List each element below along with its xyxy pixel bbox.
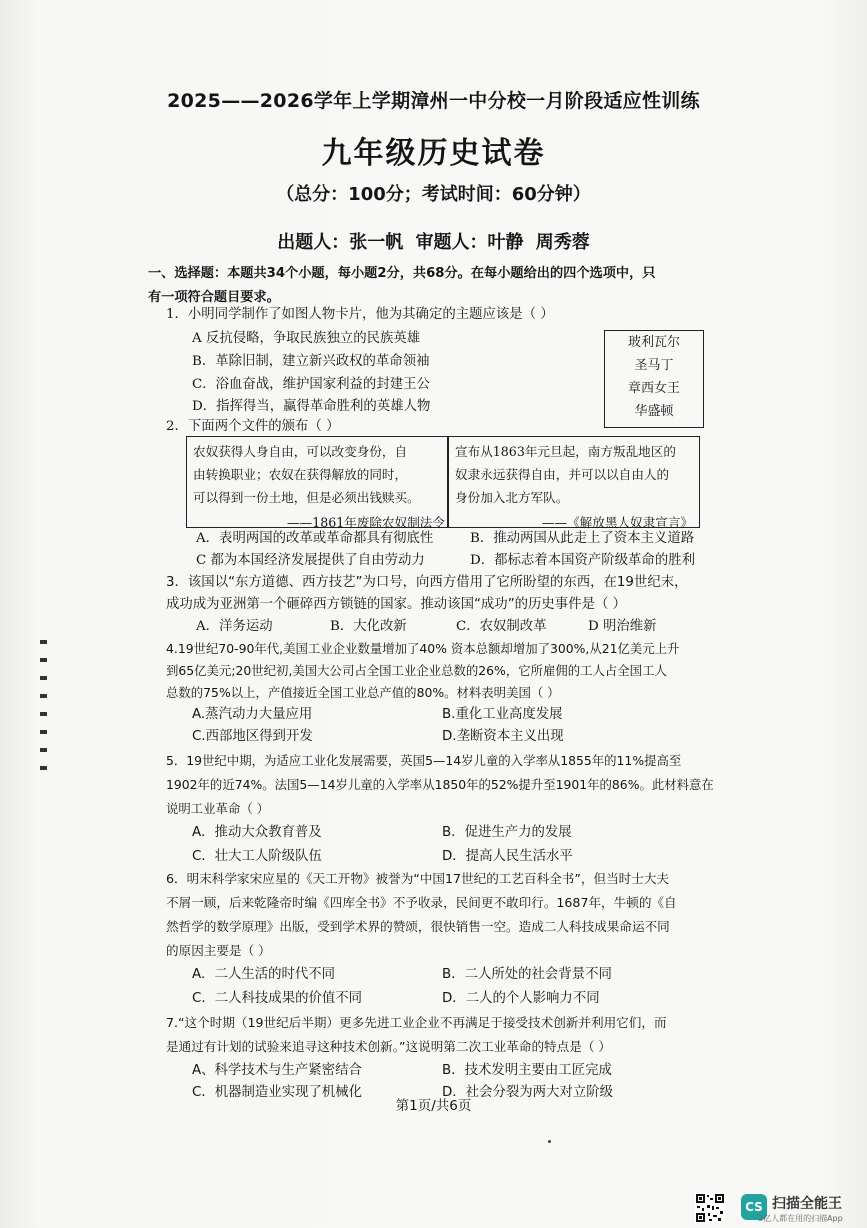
q4-option-b: B.重化工业高度发展 — [442, 707, 563, 722]
q1-stem: 1．小明同学制作了如图人物卡片，他为其确定的主题应该是（ ） — [166, 307, 554, 322]
q7-option-b: B．技术发明主要由工匠完成 — [442, 1063, 612, 1078]
q4-option-c: C.西部地区得到开发 — [192, 729, 313, 744]
q5-option-c: C．壮大工人阶级队伍 — [192, 849, 322, 864]
q3-option-c: C．农奴制改革 — [456, 619, 547, 634]
q7-stem-2: 是通过有计划的试验来追寻这种技术创新。”这说明第二次工业革命的特点是（ ） — [166, 1039, 612, 1054]
card-name: 圣马丁 — [634, 358, 674, 373]
camscanner-tagline: 3亿人都在用的扫描App — [758, 1214, 843, 1223]
q7-option-d: D．社会分裂为两大对立阶级 — [442, 1085, 613, 1100]
q4-stem-3: 总数的75%以上，产值接近全国工业总产值的80%。材料表明美国（ ） — [166, 685, 560, 700]
camscanner-logo-icon: CS — [741, 1194, 767, 1220]
q5-option-d: D．提高人民生活水平 — [442, 849, 573, 864]
doc-left-line: 农奴获得人身自由，可以改变身份，自 — [193, 444, 408, 459]
q6-option-b: B．二人所处的社会背景不同 — [442, 967, 612, 982]
q5-stem-3: 说明工业革命（ ） — [166, 801, 270, 816]
q2-option-d: D．都标志着本国资产阶级革命的胜利 — [470, 553, 695, 568]
card-name: 玻利瓦尔 — [627, 335, 680, 350]
q5-stem-1: 5．19世纪中期，为适应工业化发展需要，英国5—14岁儿童的入学率从1855年的11%提高至 — [166, 753, 682, 768]
document-excerpts-box — [186, 436, 700, 528]
q5-stem-2: 1902年的近74%。法国5—14岁儿童的入学率从1850年的52%提升至1901年的86%。此材料意在 — [166, 777, 714, 792]
card-name: 章西女王 — [627, 381, 680, 396]
q5-option-a: A．推动大众教育普及 — [192, 825, 322, 840]
section-line-1: 一、选择题：本题共34个小题，每小题2分，共68分。在每小题给出的四个选项中，只 — [148, 266, 656, 281]
exam-authors: 出题人：张一帆 审题人：叶静 周秀蓉 — [277, 232, 590, 253]
q6-stem-2: 不屑一顾，后来乾隆帝时编《四库全书》不予收录，民间更不敢印行。1687年，牛顿的《自 — [166, 895, 677, 910]
q4-option-d: D.垄断资本主义出现 — [442, 729, 564, 744]
q6-option-c: C．二人科技成果的价值不同 — [192, 991, 363, 1006]
q3-option-d: D 明治维新 — [588, 619, 657, 634]
doc-divider — [447, 437, 449, 527]
q6-option-d: D．二人的个人影响力不同 — [442, 991, 600, 1006]
binding-marks — [40, 640, 50, 810]
q4-option-a: A.蒸汽动力大量应用 — [192, 707, 313, 722]
q1-option-d: D．指挥得当，赢得革命胜利的英雄人物 — [192, 399, 431, 414]
exam-score-time: （总分：100分；考试时间：60分钟） — [276, 184, 591, 205]
q6-stem-1: 6．明末科学家宋应星的《天工开物》被誉为“中国17世纪的工艺百科全书”，但当时士大夫 — [166, 871, 670, 886]
exam-title: 九年级历史试卷 — [321, 136, 546, 171]
q1-option-c: C．浴血奋战，维护国家利益的封建王公 — [192, 377, 430, 392]
q1-option-b: B．革除旧制，建立新兴政权的革命领袖 — [192, 354, 430, 369]
camscanner-name: 扫描全能王 — [772, 1196, 842, 1212]
q6-stem-4: 的原因主要是（ ） — [166, 943, 271, 958]
doc-right-line: 身份加入北方军队。 — [455, 490, 569, 505]
doc-right-source: ——《解放黑人奴隶宣言》 — [541, 515, 693, 530]
q4-stem-1: 4.19世纪70-90年代,美国工业企业数量增加了40% 资本总额却增加了300%,从21亿美元上升 — [166, 641, 680, 656]
q7-stem-1: 7.“这个时期（19世纪后半期）更多先进工业企业不再满足于接受技术创新并利用它们，而 — [166, 1015, 667, 1030]
doc-right — [455, 440, 693, 530]
doc-right-line: 宣布从1863年元旦起，南方叛乱地区的 — [455, 444, 676, 459]
q2-option-c: C 都为本国经济发展提供了自由劳动力 — [196, 553, 425, 568]
doc-right-line: 奴隶永远获得自由，并可以以自由人的 — [455, 467, 670, 482]
q3-stem-1: 3．该国以“东方道德、西方技艺”为口号，向西方借用了它所盼望的东西，在19世纪末， — [166, 575, 688, 590]
doc-left — [193, 440, 445, 530]
q6-stem-3: 然哲学的数学原理》出版，受到学术界的赞颂，很快销售一空。造成二人科技成果命运不同 — [166, 919, 670, 934]
q3-stem-2: 成功成为亚洲第一个砸碎西方锁链的国家。推动该国“成功”的历史事件是（ ） — [166, 597, 627, 612]
qr-code-icon — [695, 1193, 725, 1223]
q5-option-b: B．促进生产力的发展 — [442, 825, 572, 840]
q2-stem: 2．下面两个文件的颁布（ ） — [166, 419, 340, 434]
q1-option-a: A 反抗侵略，争取民族独立的民族英雄 — [192, 331, 421, 346]
doc-left-source: ——1861年废除农奴制法令 — [287, 515, 445, 530]
q3-option-a: A．洋务运动 — [196, 619, 273, 634]
q6-option-a: A．二人生活的时代不同 — [192, 967, 336, 982]
doc-left-line: 由转换职业；农奴在获得解放的同时， — [193, 467, 408, 482]
person-card — [604, 330, 704, 428]
section-line-2: 有一项符合题目要求。 — [148, 290, 280, 305]
q7-option-c: C．机器制造业实现了机械化 — [192, 1085, 363, 1100]
page-number: 第1页/共6页 — [395, 1098, 472, 1114]
q4-stem-2: 到65亿美元;20世纪初,美国大公司占全国工业企业总数的26%，它所雇佣的工人占全国工人 — [166, 663, 667, 678]
doc-left-line: 可以得到一份土地，但是必须出钱赎买。 — [193, 490, 420, 505]
section-instructions — [148, 262, 718, 310]
q3-option-b: B．大化改新 — [330, 619, 407, 634]
q7-option-a: A、科学技术与生产紧密结合 — [192, 1063, 362, 1078]
card-name: 华盛顿 — [634, 404, 674, 419]
q2-option-a: A．表明两国的改革或革命都具有彻底性 — [196, 531, 434, 546]
exam-header-line: 2025——2026学年上学期漳州一中分校一月阶段适应性训练 — [167, 90, 700, 112]
q2-option-b: B．推动两国从此走上了资本主义道路 — [470, 531, 695, 546]
scan-speck — [548, 1140, 551, 1143]
